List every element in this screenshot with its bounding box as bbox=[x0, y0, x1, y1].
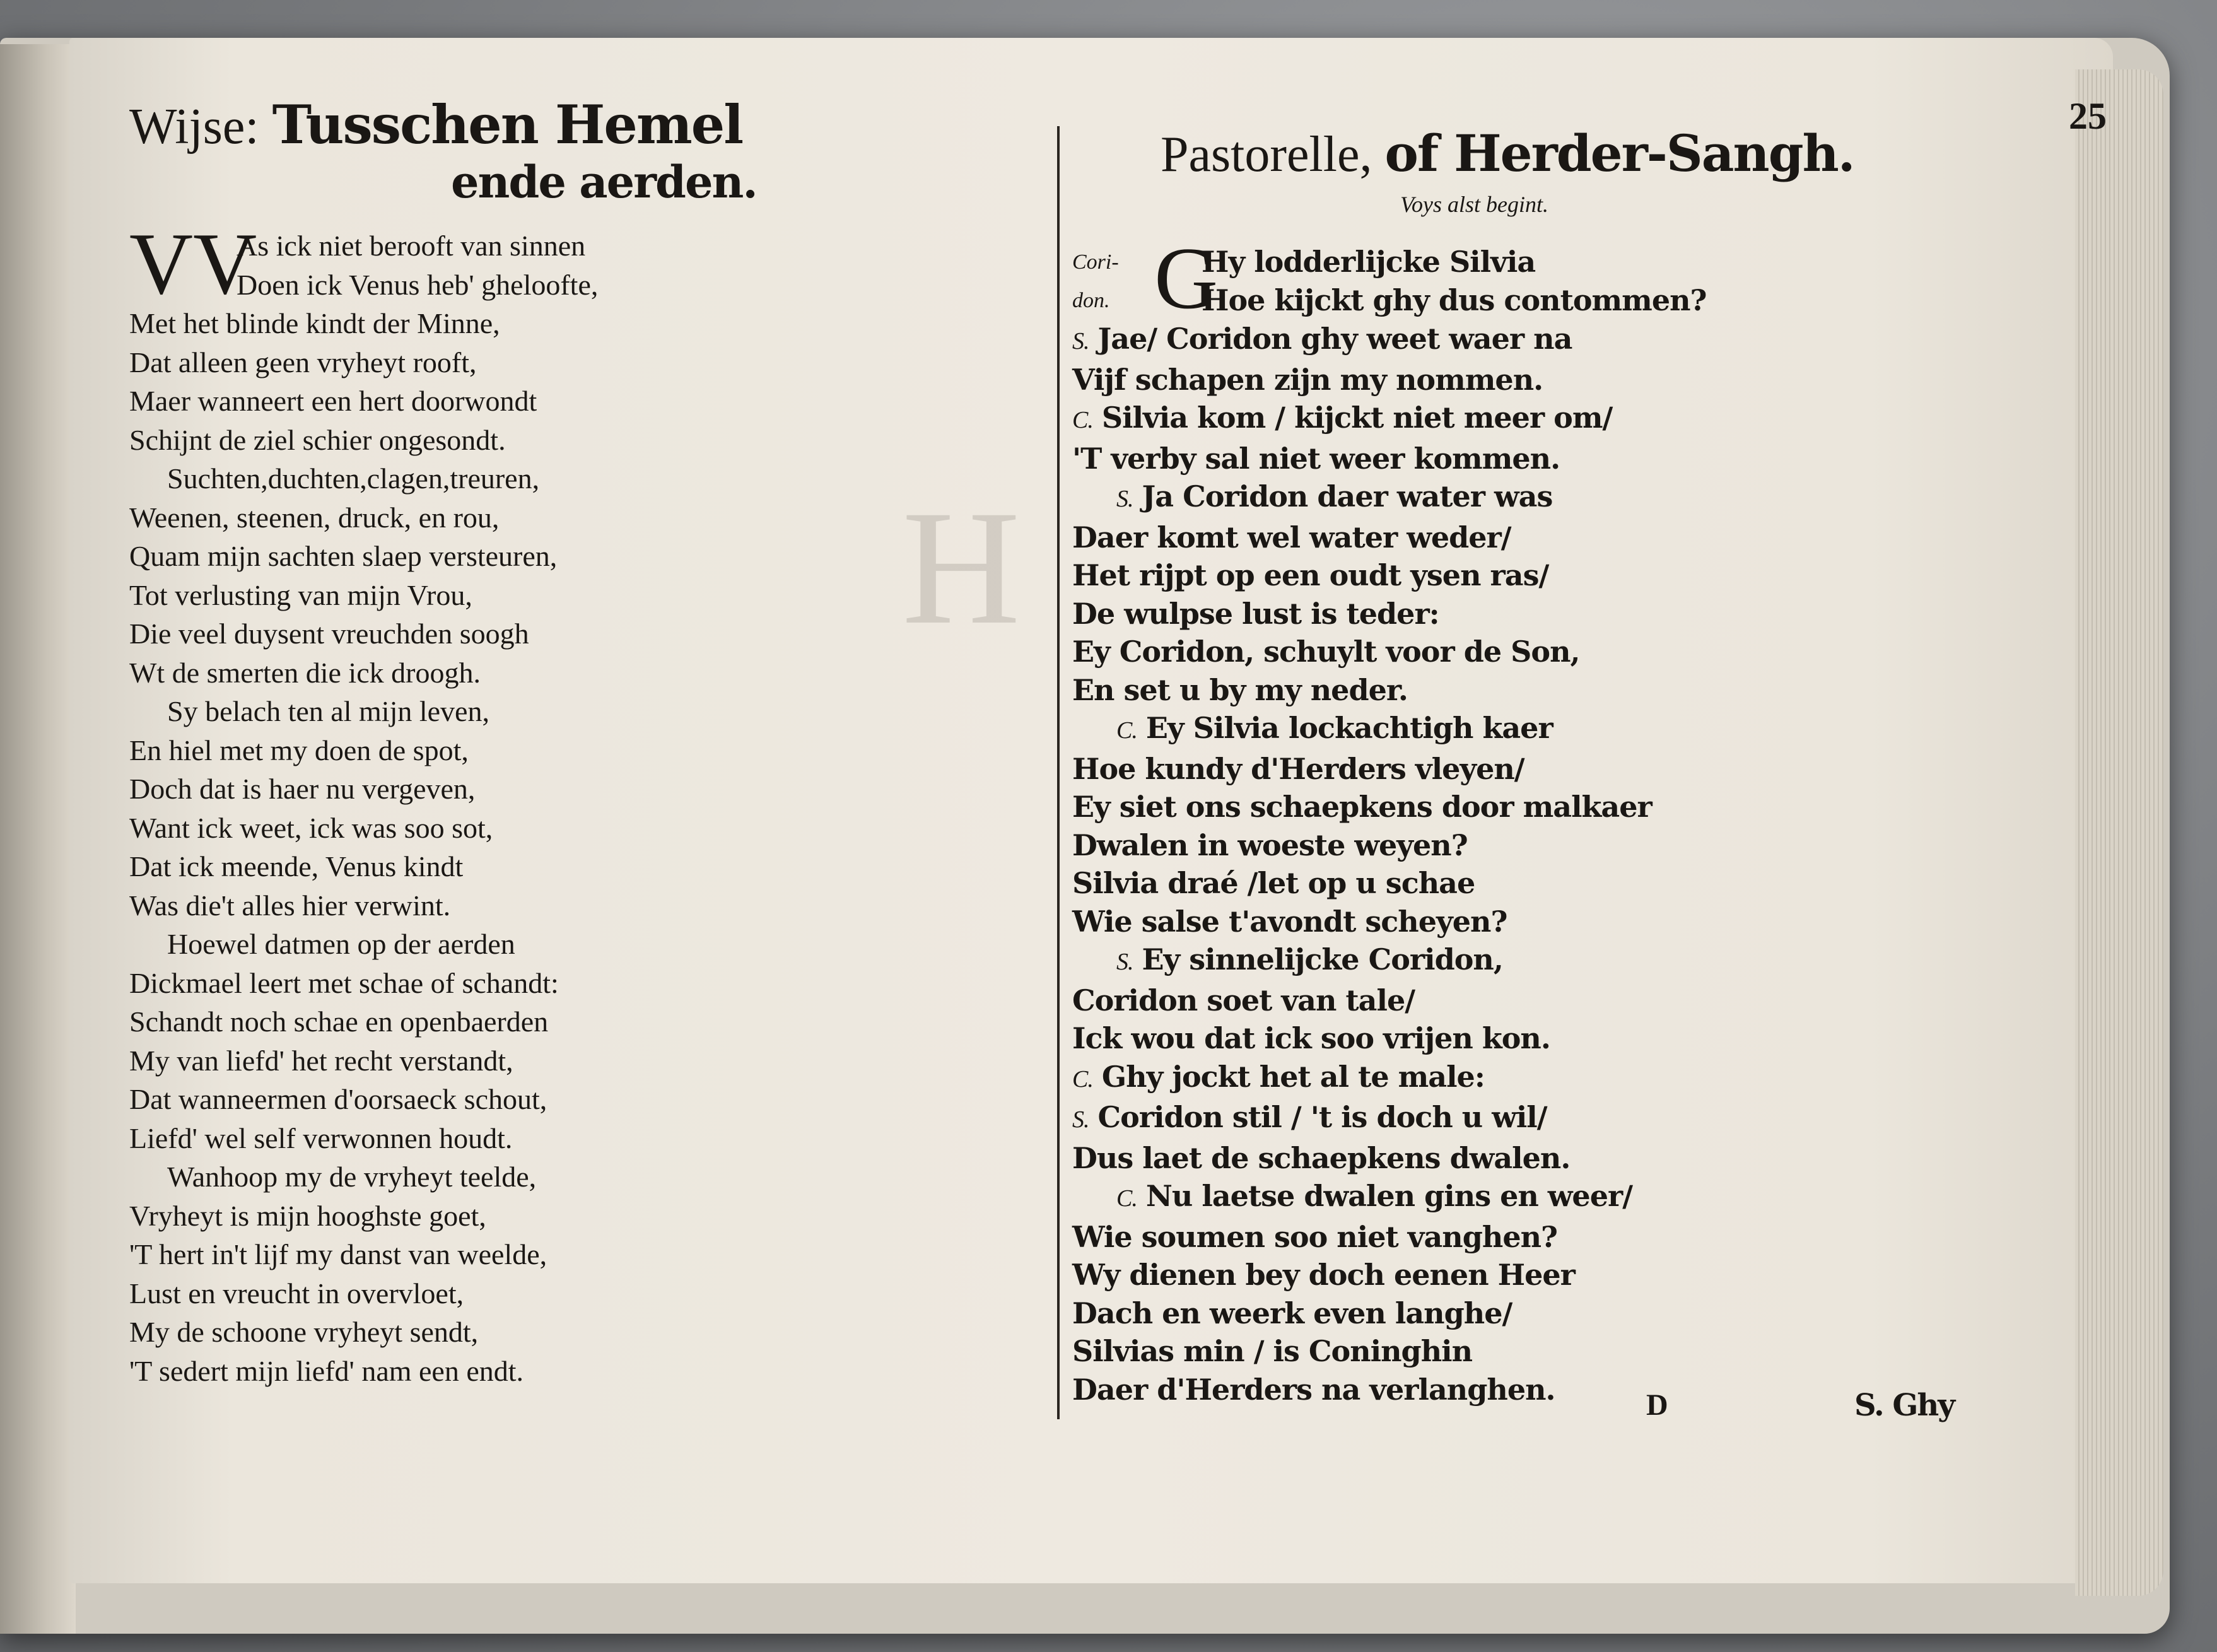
opening-line-2: Hoe kijckt ghy dus contommen? bbox=[1202, 283, 1707, 317]
opening-stanza bbox=[1072, 230, 2031, 327]
left-title bbox=[129, 95, 1038, 157]
dialogue-text: Coridon soet van tale/ bbox=[1072, 983, 1415, 1017]
dialogue-text: Ick wou dat ick soo vrijen kon. bbox=[1072, 1021, 1550, 1055]
poem-line: Want ick weet, ick was soo sot, bbox=[129, 811, 493, 844]
poem-line: Wt de smerten die ick droogh. bbox=[129, 656, 481, 689]
speaker-tag: C. bbox=[1072, 407, 1093, 433]
tune-name: Tusschen Hemel bbox=[272, 93, 743, 156]
tune-name-continued: ende aerden. bbox=[451, 156, 757, 208]
poem-line: Doch dat is haer nu vergeven, bbox=[129, 773, 476, 805]
left-page bbox=[129, 95, 1038, 1390]
dialogue-text: Coridon stil / 't is doch u wil/ bbox=[1097, 1100, 1547, 1134]
poem-line: Lust en vreucht in overvloet, bbox=[129, 1277, 464, 1309]
dialogue-text: Ghy jockt het al te male: bbox=[1101, 1059, 1485, 1094]
poem-line: Hoewel datmen op der aerden bbox=[167, 928, 515, 960]
poem-line: Dat alleen geen vryheyt rooft, bbox=[129, 346, 477, 378]
poem-line: Suchten,duchten,clagen,treuren, bbox=[167, 462, 540, 495]
poem-line-text: As ick niet berooft van sinnen bbox=[237, 230, 586, 262]
poem-line: Tot verlusting van mijn Vrou, bbox=[129, 578, 472, 611]
poem-line: Met het blinde kindt der Minne, bbox=[129, 307, 500, 339]
dialogue-text: Silvia draé /let op u schae bbox=[1072, 866, 1475, 900]
dialogue-line bbox=[1072, 361, 2031, 399]
poem-line: 'T hert in't lijf my danst van weelde, bbox=[129, 1238, 547, 1270]
dialogue-line bbox=[1072, 940, 2031, 981]
dialogue-line bbox=[1072, 1256, 2031, 1294]
poem-line: My de schoone vryheyt sendt, bbox=[129, 1316, 479, 1348]
dialogue-line bbox=[1072, 1058, 2031, 1099]
poem-line: Die veel duysent vreuchden soogh bbox=[129, 618, 529, 650]
poem-line: Weenen, steenen, druck, en rou, bbox=[129, 501, 500, 534]
right-title-plain: Pastorelle, bbox=[1161, 127, 1385, 182]
dialogue-text: De wulpse lust is teder: bbox=[1072, 596, 1439, 631]
poem-line: Quam mijn sachten slaep versteuren, bbox=[129, 540, 558, 572]
dialogue-line bbox=[1072, 440, 2031, 478]
dialogue-line bbox=[1072, 750, 2031, 788]
dialogue-line bbox=[1072, 477, 2031, 518]
dialogue-line bbox=[1072, 1019, 2031, 1058]
dialogue-text: Hoe kundy d'Herders vleyen/ bbox=[1072, 751, 1524, 786]
dialogue-line bbox=[1072, 1098, 2031, 1139]
page-edges bbox=[2075, 69, 2163, 1596]
speaker-tag: S. bbox=[1072, 328, 1089, 354]
dialogue-line bbox=[1072, 981, 2031, 1020]
column-divider bbox=[1057, 126, 1060, 1419]
dialogue-text: Ey Silvia lockachtigh kaer bbox=[1145, 711, 1553, 745]
poem-line: Was die't alles hier verwint. bbox=[129, 889, 451, 922]
catchword: S. Ghy bbox=[1854, 1388, 1955, 1423]
poem-line: Liefd' wel self verwonnen houdt. bbox=[129, 1122, 513, 1154]
dialogue-body bbox=[1072, 320, 2031, 1409]
dialogue-line bbox=[1072, 864, 2031, 903]
dialogue-text: Ey Coridon, schuylt voor de Son, bbox=[1072, 635, 1580, 669]
speaker-tag: S. bbox=[1072, 1106, 1089, 1133]
dialogue-line bbox=[1072, 826, 2031, 865]
dialogue-line bbox=[1072, 518, 2031, 557]
dialogue-text: Wie soumen soo niet vanghen? bbox=[1072, 1219, 1558, 1254]
dialogue-text: Silvia kom / kijckt niet meer om/ bbox=[1101, 401, 1613, 435]
right-title-blackletter: of Herder-Sangh. bbox=[1384, 124, 1854, 183]
right-page bbox=[1072, 123, 2031, 1409]
dialogue-text: Ja Coridon daer water was bbox=[1142, 479, 1553, 513]
show-through-initial: H bbox=[902, 477, 1021, 659]
dialogue-text: Nu laetse dwalen gins en weer/ bbox=[1145, 1179, 1632, 1213]
dialogue-line bbox=[1072, 709, 2031, 750]
dialogue-line bbox=[1072, 671, 2031, 710]
poem-line: Dat ick meende, Venus kindt bbox=[129, 850, 464, 882]
dialogue-line bbox=[1072, 399, 2031, 440]
dialogue-text: Silvias min / is Coninghin bbox=[1072, 1334, 1473, 1368]
poem-line-text: Doen ick Venus heb' gheloofte, bbox=[237, 268, 599, 301]
dialogue-text: Wy dienen bey doch eenen Heer bbox=[1072, 1258, 1575, 1292]
dialogue-text: Dwalen in woeste weyen? bbox=[1072, 828, 1468, 862]
dialogue-line bbox=[1072, 556, 2031, 595]
dialogue-line bbox=[1072, 1294, 2031, 1333]
poem-line: En hiel met my doen de spot, bbox=[129, 734, 469, 766]
dialogue-line bbox=[1072, 1177, 2031, 1218]
dialogue-text: Vijf schapen zijn my nommen. bbox=[1072, 362, 1543, 397]
dialogue-text: Dach en weerk even langhe/ bbox=[1072, 1296, 1512, 1330]
dialogue-text: Daer d'Herders na verlanghen. bbox=[1072, 1372, 1555, 1407]
poem-body bbox=[129, 215, 1038, 1390]
poem-line: My van liefd' het recht verstandt, bbox=[129, 1044, 513, 1077]
dialogue-line bbox=[1072, 903, 2031, 941]
dialogue-line bbox=[1072, 788, 2031, 826]
poem-line: Maer wanneert een hert doorwondt bbox=[129, 385, 537, 417]
poem-line: Vryheyt is mijn hooghste goet, bbox=[129, 1199, 486, 1232]
drop-cap: VV bbox=[129, 215, 257, 313]
speaker-label-1: Cori- bbox=[1072, 250, 1119, 274]
signature-mark: D bbox=[1646, 1388, 1668, 1422]
dialogue-text: Ey siet ons schaepkens door malkaer bbox=[1072, 790, 1652, 824]
dialogue-line bbox=[1072, 1139, 2031, 1178]
dialogue-line bbox=[1072, 633, 2031, 671]
poem-line: Dickmael leert met schae of schandt: bbox=[129, 966, 559, 999]
drop-cap: G bbox=[1154, 230, 1219, 327]
dialogue-text: Jae/ Coridon ghy weet waer na bbox=[1097, 322, 1572, 356]
right-title bbox=[1072, 123, 2031, 185]
tune-note: Voys alst begint. bbox=[1400, 192, 1548, 217]
opening-line-1: Hy lodderlijcke Silvia bbox=[1202, 245, 1536, 279]
speaker-tag: C. bbox=[1072, 1065, 1093, 1093]
tune-label: Wijse: bbox=[129, 99, 259, 155]
dialogue-text: En set u by my neder. bbox=[1072, 672, 1408, 707]
poem-line: Wanhoop my de vryheyt teelde, bbox=[167, 1161, 537, 1193]
poem-line: Schijnt de ziel schier ongesondt. bbox=[129, 423, 506, 456]
book-spine bbox=[0, 44, 76, 1634]
speaker-label-2: don. bbox=[1072, 289, 1110, 312]
poem-line: Sy belach ten al mijn leven, bbox=[167, 695, 489, 727]
speaker-tag: S. bbox=[1116, 949, 1133, 975]
poem-line bbox=[129, 266, 1038, 305]
speaker-tag: C. bbox=[1116, 717, 1137, 744]
poem-line: 'T sedert mijn liefd' nam een endt. bbox=[129, 1354, 524, 1387]
page-number: 25 bbox=[2069, 95, 2107, 137]
dialogue-line bbox=[1072, 1332, 2031, 1371]
dialogue-text: 'T verby sal niet weer kommen. bbox=[1072, 441, 1560, 476]
poem-line: Dat wanneermen d'oorsaeck schout, bbox=[129, 1083, 547, 1115]
dialogue-text: Dus laet de schaepkens dwalen. bbox=[1072, 1140, 1571, 1175]
dialogue-text: Ey sinnelijcke Coridon, bbox=[1142, 942, 1503, 976]
dialogue-text: Daer komt wel water weder/ bbox=[1072, 520, 1511, 554]
speaker-tag: S. bbox=[1116, 486, 1133, 512]
dialogue-text: Wie salse t'avondt scheyen? bbox=[1072, 904, 1507, 939]
dialogue-line bbox=[1072, 1218, 2031, 1257]
poem-line: Schandt noch schae en openbaerden bbox=[129, 1005, 549, 1038]
dialogue-text: Het rijpt op een oudt ysen ras/ bbox=[1072, 558, 1549, 592]
speaker-tag: C. bbox=[1116, 1185, 1137, 1212]
dialogue-line bbox=[1072, 595, 2031, 633]
